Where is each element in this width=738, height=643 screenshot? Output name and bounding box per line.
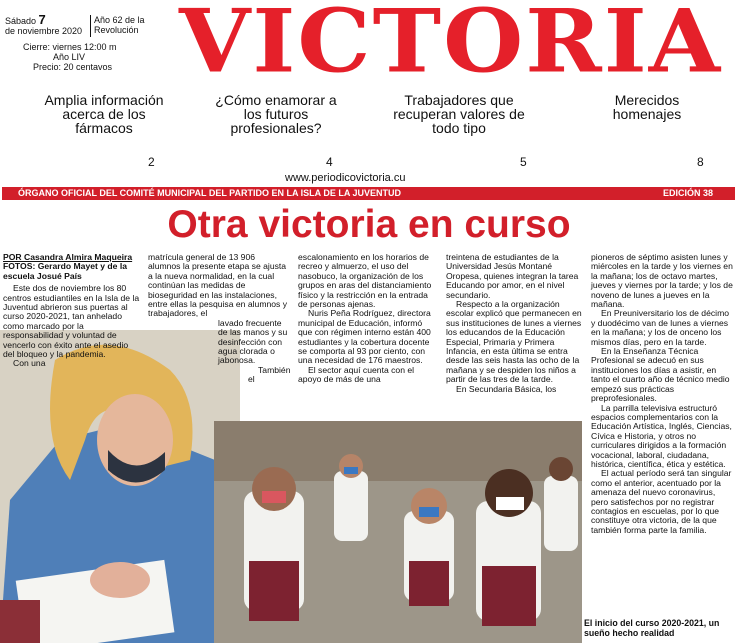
photo-caption: El inicio del curso 2020-2021, un sueño hecho realidad: [584, 618, 720, 638]
article-headline: Otra victoria en curso: [167, 203, 571, 246]
article-paragraph: matrícula general de 13 906 alumnos la presente etapa se ajusta a la nueva normalidad, en la cual continúan las medidas de bioseguridad en las instalaciones, entre ellas la pesquisa en alumnos y trabajadores, el: [148, 252, 288, 319]
teaser-page-number: 4: [326, 155, 333, 169]
article-paragraph: En la Enseñanza Técnica Profesional se adecuó en sus instituciones los días a asistir, en tanto el cuarto año de técnico medio empezó sus prácticas preprofesionales.: [591, 346, 730, 404]
teaser-page-number: 5: [520, 155, 527, 169]
article-paragraph: lavado frecuente de las manos y su desinfección con agua clorada o jabonosa.: [218, 317, 288, 366]
newspaper-logo: VICTORIA: [179, 0, 723, 93]
article-column-4: [446, 253, 584, 394]
date-block: [5, 12, 161, 72]
article-paragraph: treintena de estudiantes de la Universidad Jesús Montané Oropesa, quienes integran la tarea Educando por amor, en el nivel secundario.: [446, 252, 579, 300]
teaser-title: Merecidos homenajes: [612, 92, 682, 122]
article-paragraph: escalonamiento en los horarios de recreo y almuerzo, el uso del nasobuco, la organización de los grupos en aras del distanciamiento físico y la restricción en la entrada de personas ajenas.: [298, 252, 432, 310]
price-label: Precio: 20 centavos: [33, 62, 113, 72]
teaser-page-number: 8: [697, 155, 704, 169]
date-divider: [90, 15, 91, 37]
article-paragraph: Nuris Peña Rodríguez, directora municipal de Educación, informó que con régimen interno están 400 estudiantes y la cobertura docente se comporta al 93 por ciento, con una necesidad de 176 maestros.: [298, 308, 431, 366]
closing-time: Cierre: viernes 12:00 m: [23, 42, 117, 52]
website-link[interactable]: www.periodicovictoria.cu: [285, 172, 406, 184]
article-paragraph: pioneros de séptimo asisten lunes y miércoles en la tarde y los viernes en la mañana; los de octavo martes, jueves y viernes por la tarde; y los de noveno de lunes a jueves en la mañana.: [591, 252, 733, 310]
article-paragraph: El sector aquí cuenta con el apoyo de más de una: [298, 364, 415, 385]
volume-label: Año LIV: [53, 52, 86, 62]
article-paragraph: Con una: [13, 358, 46, 369]
article-column-1: [3, 253, 141, 369]
teaser-item[interactable]: [44, 92, 164, 169]
teaser-title: Amplia información acerca de los fármacos: [44, 92, 164, 136]
author-byline: POR Casandra Almira Maqueira: [3, 252, 133, 262]
teaser-item[interactable]: [592, 92, 704, 169]
article-column-3: [298, 253, 438, 385]
article-paragraph: También el: [248, 364, 291, 385]
day-name: Sábado: [5, 16, 37, 26]
organ-label: ÓRGANO OFICIAL DEL COMITÉ MUNICIPAL DEL PARTIDO EN LA ISLA DE LA JUVENTUD: [18, 188, 402, 198]
front-teasers: [0, 93, 738, 169]
teaser-title: Trabajadores que recuperan valores de todo tipo: [393, 92, 525, 136]
photo-classroom-masks: [214, 421, 582, 643]
article-paragraph: Respecto a la organización escolar explicó que permanecen en sus instituciones de lunes a viernes los educandos de la Educación Especial, Primaria y Primera Infancia, en esta última se entra desde las seis hasta las ocho de la mañana y se despiden los niños a partir de las tres de la tarde.: [446, 299, 582, 385]
article-paragraph: Este dos de noviembre los 80 centros estudiantiles en la Isla de la Juventud abrieron sus puertas al curso 2020-2021, tan anhelado como marcado por la responsabilidad y voluntad de vencerlo con éxito ante el asedio del bloqueo y la pandemia.: [3, 283, 140, 360]
month-year: de noviembre 2020: [5, 26, 83, 36]
article-paragraph: En Preuniversitario los de décimo y duodécimo van de lunes a viernes en la mañana; y los de onceno los mismos días, pero en la tarde.: [591, 308, 730, 347]
organ-banner: [2, 187, 735, 200]
edition-label: EDICIÓN 38: [662, 188, 713, 198]
article-column-5: [591, 253, 734, 535]
teaser-item[interactable]: [384, 92, 534, 169]
article-column-2: [148, 252, 291, 385]
article-paragraph: La parrilla televisiva estructuró espacios complementarios con la Educación Artística, Inglés, Ciencias, Cívica e Historia, y otros no curriculares dirigidos a la formación vocacional, laboral, ciudadana, histórica, científica, ética y estética.: [591, 402, 732, 469]
issue-date: [5, 12, 87, 36]
issue-meta: [5, 42, 161, 72]
day-number: 7: [38, 12, 46, 27]
teaser-title: ¿Cómo enamorar a los futuros profesionales?: [215, 92, 337, 136]
photo-credit: FOTOS: Gerardo Mayet y de la escuela Josué País: [3, 261, 128, 281]
teaser-page-number: 2: [148, 155, 155, 169]
article-paragraph: El actual período será tan singular como el anterior, acentuado por la amenaza del nuevo coronavirus, pero satisfechos por no registrar contagios en escuelas, por lo que constituye otra victoria, de la que también forma parte la familia.: [591, 468, 732, 535]
article-paragraph: En Secundaria Básica, los: [456, 383, 557, 394]
revolution-year: Año 62 de la Revolución: [94, 15, 145, 35]
teaser-item[interactable]: [206, 92, 346, 169]
